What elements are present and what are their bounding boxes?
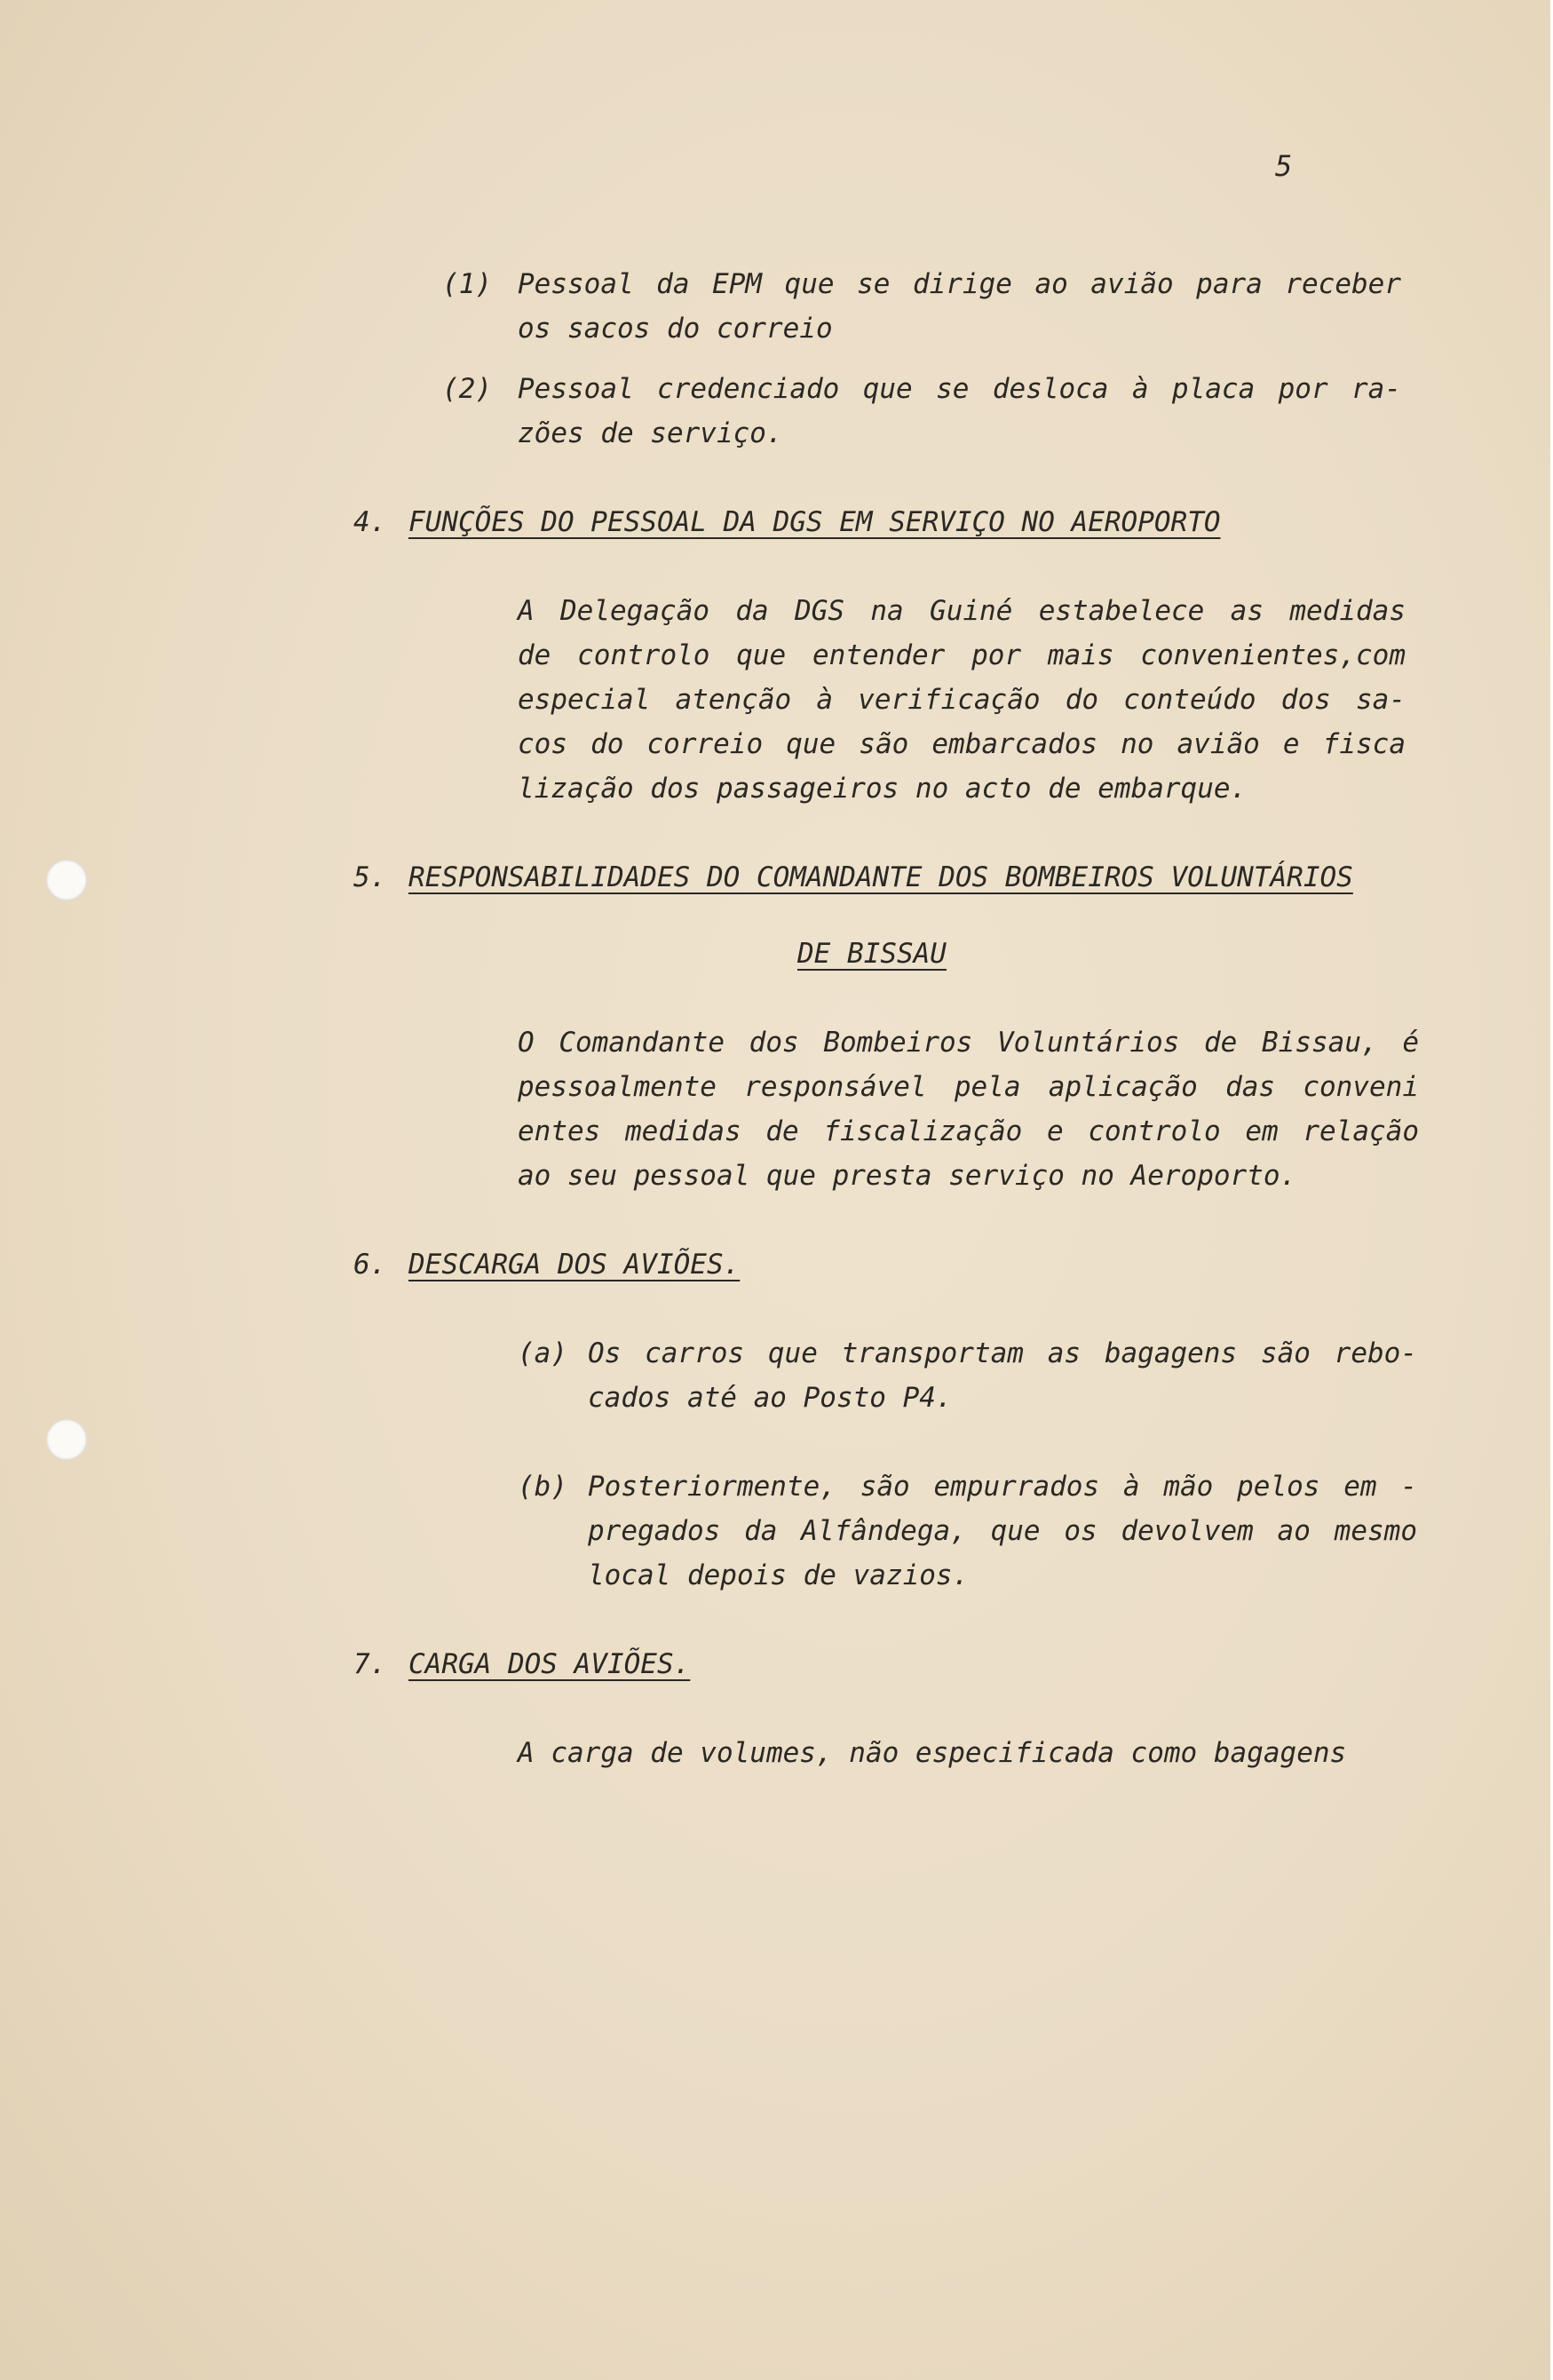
item-text-line: Pessoal credenciado que se desloca à placa por ra- [518, 373, 1401, 405]
paragraph-line: especial atenção à verificação do conteúdo dos sa- [518, 684, 1406, 716]
section-heading-continued: DE BISSAU [797, 938, 947, 970]
paragraph-line: entes medidas de fiscalização e controlo em relação [518, 1115, 1419, 1147]
item-label: (1) [442, 268, 492, 300]
section-number: 7. [353, 1648, 387, 1680]
punch-hole-top [46, 860, 87, 900]
section-heading: CARGA DOS AVIÕES. [408, 1648, 691, 1680]
paragraph-line: de controlo que entender por mais convenientes,com [518, 639, 1406, 671]
item-text-line: zões de serviço. [518, 417, 783, 449]
page-number: 5 [1275, 149, 1293, 183]
section-number: 4. [353, 506, 387, 538]
item-text-line: local depois de vazios. [588, 1559, 970, 1591]
item-label: (b) [518, 1471, 567, 1503]
item-text-line: os sacos do correio [518, 313, 833, 345]
paragraph-line: cos do correio que são embarcados no avião e fisca [518, 728, 1406, 760]
paragraph-line: A carga de volumes, não especificada como bagagens [518, 1737, 1347, 1769]
section-heading: DESCARGA DOS AVIÕES. [408, 1249, 741, 1281]
item-label: (a) [518, 1337, 567, 1369]
paragraph-line: pessoalmente responsável pela aplicação das conveni [518, 1071, 1419, 1103]
item-label: (2) [442, 373, 492, 405]
paragraph-line: ao seu pessoal que presta serviço no Aeroporto. [518, 1160, 1297, 1192]
section-number: 5. [353, 861, 387, 893]
punch-hole-bottom [46, 1419, 87, 1460]
paragraph-line: A Delegação da DGS na Guiné estabelece as medidas [518, 595, 1406, 627]
item-text-line: Os carros que transportam as bagagens são rebo- [588, 1337, 1417, 1369]
section-number: 6. [353, 1249, 387, 1281]
item-text-line: pregados da Alfândega, que os devolvem ao mesmo [588, 1515, 1417, 1547]
section-heading: RESPONSABILIDADES DO COMANDANTE DOS BOMBEIROS VOLUNTÁRIOS [408, 861, 1353, 893]
section-heading: FUNÇÕES DO PESSOAL DA DGS EM SERVIÇO NO AEROPORTO [408, 506, 1221, 538]
item-text-line: cados até ao Posto P4. [588, 1382, 953, 1414]
item-text-line: Pessoal da EPM que se dirige ao avião para receber [518, 268, 1401, 300]
paragraph-line: O Comandante dos Bombeiros Voluntários de Bissau, é [518, 1027, 1419, 1059]
paragraph-line: lização dos passageiros no acto de embarque. [518, 773, 1248, 805]
item-text-line: Posteriormente, são empurrados à mão pelos em - [588, 1471, 1417, 1503]
